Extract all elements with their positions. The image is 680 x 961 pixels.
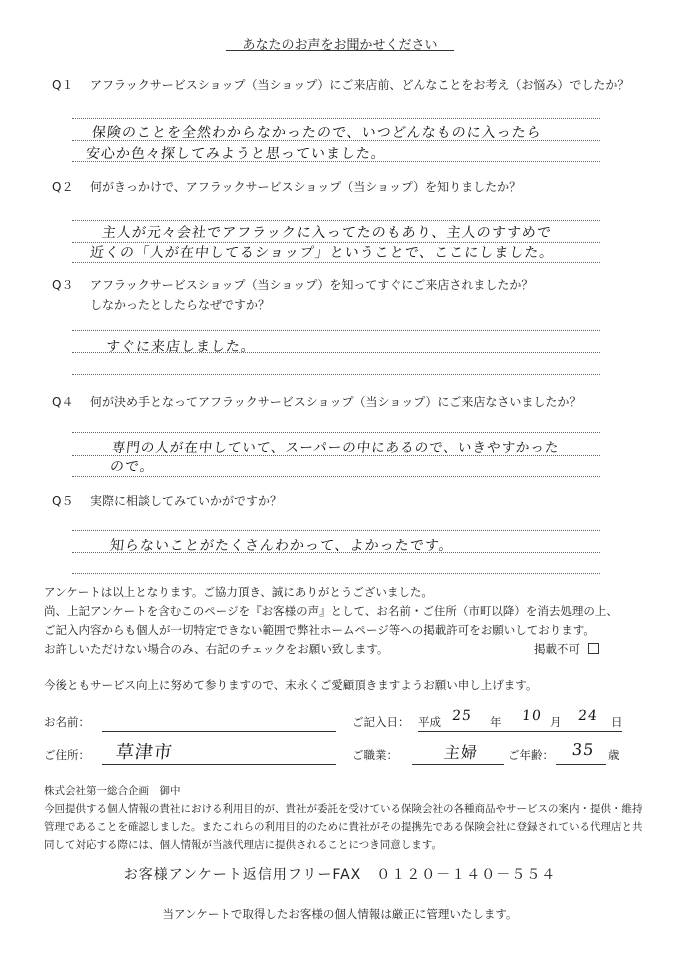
job-underline xyxy=(412,764,504,765)
q5-text: 実際に相談してみていかがですか？ xyxy=(90,494,283,508)
job-value[interactable]: 主婦 xyxy=(442,743,479,762)
date-label: ご記入日： xyxy=(352,715,410,729)
q2-answer-line1: 主人が元々会社でアフラックに入ってたのもあり、主人のすすめで xyxy=(101,225,553,241)
q4-answer-line1: 専門の人が在中していて、スーパーの中にあるので、いきやすかった xyxy=(110,440,561,456)
date-month-unit: 月 xyxy=(550,715,562,729)
age-unit: 歳 xyxy=(608,748,620,762)
q1-number: Q１ xyxy=(52,78,74,92)
date-month: 10 xyxy=(521,708,543,724)
privacy-line3: 同して対応する際には、個人情報が当該代理店に提供されることにつき同意します。 xyxy=(44,839,442,851)
job-label: ご職業： xyxy=(352,748,398,762)
date-year-unit: 年 xyxy=(490,715,502,729)
date-era: 平成 xyxy=(418,715,441,729)
closing-line4: お許しいただけない場合のみ、右記のチェックをお願い致します。 xyxy=(44,642,389,656)
date-underline xyxy=(418,731,622,732)
q4-text: 何が決め手となってアフラックサービスショップ（当ショップ）にご来店なさいましたか？ xyxy=(90,395,582,409)
no-publish-checkbox[interactable] xyxy=(588,643,599,654)
age-underline xyxy=(556,764,606,765)
q5-number: Q５ xyxy=(52,494,74,508)
q3-number: Q３ xyxy=(52,278,74,292)
privacy-line1: 今回提供する個人情報の貴社における利用目的が、貴社が委託を受けている保険会社の各種商品やサービスの案内・提供・維持 xyxy=(44,803,643,815)
thanks-text: 今後ともサービス向上に努めて参りますので、末永くご愛顧頂きますようお願い申し上げます。 xyxy=(44,678,538,692)
address-label: ご住所： xyxy=(44,748,90,762)
name-field[interactable] xyxy=(102,731,336,732)
page-title: あなたのお声をお聞かせください xyxy=(242,38,438,53)
q3-text: アフラックサービスショップ（当ショップ）を知ってすぐにご来店されましたか？ xyxy=(90,278,534,292)
q3-text-line2: しなかったとしたらなぜですか？ xyxy=(90,298,271,312)
q3-answer-line1: すぐに来店しました。 xyxy=(105,339,257,355)
fax-number: お客様アンケート返信用フリーFAX ０１２０－１４０－５５４ xyxy=(123,867,557,883)
q2-number: Q２ xyxy=(52,180,74,194)
closing-line2: 尚、上記アンケートを含むこのページを『お客様の声』として、お名前・ご住所（市町以降）を消去処理の上、 xyxy=(44,604,618,618)
age-label: ご年齢： xyxy=(508,748,554,762)
company-name: 株式会社第一総合企画 御中 xyxy=(44,785,181,797)
address-underline xyxy=(102,764,336,765)
date-year: 25 xyxy=(451,708,473,724)
q2-answer-line2: 近くの「人が在中してるショップ」ということで、ここにしました。 xyxy=(89,245,556,261)
name-label: お名前： xyxy=(44,715,90,729)
date-day: 24 xyxy=(577,708,599,724)
age-value[interactable]: 35 xyxy=(571,740,596,759)
no-publish-option[interactable] xyxy=(534,641,599,657)
q2-text: 何がきっかけで、アフラックサービスショップ（当ショップ）を知りましたか？ xyxy=(90,180,522,194)
date-day-unit: 日 xyxy=(611,715,623,729)
q1-text: アフラックサービスショップ（当ショップ）にご来店前、どんなことをお考え（お悩み）でしたか？ xyxy=(90,78,630,92)
q5-answer-line1: 知らないことがたくさんわかって、よかったです。 xyxy=(109,538,455,554)
q4-number: Q４ xyxy=(52,395,74,409)
footer-note: 当アンケートで取得したお客様の個人情報は厳正に管理いたします。 xyxy=(162,907,518,921)
q4-answer-line2: ので。 xyxy=(109,459,156,475)
privacy-line2: 管理であることを確認しました。またこれらの利用目的のために貴社がその提携先である保険会社に登録されている代理店と共 xyxy=(44,821,643,833)
closing-line1: アンケートは以上となります。ご協力頂き、誠にありがとうございました。 xyxy=(44,585,433,599)
closing-line3: ご記入内容からも個人が一切特定できない範囲で弊社ホームページ等への掲載許可をお願いしております。 xyxy=(44,623,595,637)
q1-answer-line1: 保険のことを全然わからなかったので、いつどんなものに入ったら xyxy=(91,125,543,141)
no-publish-label: 掲載不可 xyxy=(534,642,580,656)
q1-answer-line2: 安心か色々探してみようと思っていました。 xyxy=(85,146,387,162)
address-value[interactable]: 草津市 xyxy=(114,742,174,763)
title-underline xyxy=(226,50,454,51)
